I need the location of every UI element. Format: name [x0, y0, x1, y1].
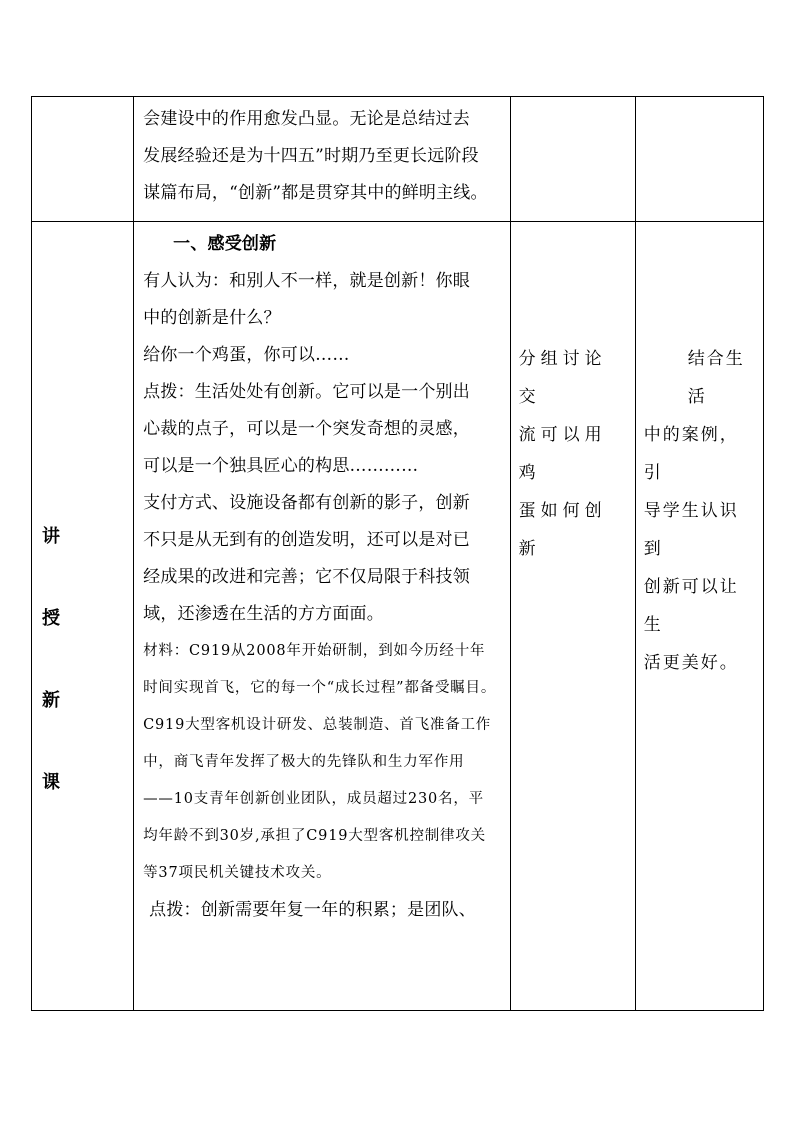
content-line: 支付方式、设施设备都有创新的影子，创新: [143, 493, 470, 513]
content-line: 点拨：生活处处有创新。它可以是一个别出: [143, 382, 470, 402]
content-line: 可以是一个独具匠心的构思…………: [143, 456, 419, 476]
stage-char: 课: [42, 772, 60, 793]
design-intent-cell: [635, 222, 763, 1011]
intent-line: 结合生活: [687, 349, 745, 407]
student-activity-cell: [510, 97, 635, 222]
content-line: 心裁的点子，可以是一个突发奇想的灵感，: [143, 419, 470, 439]
design-intent-cell: [635, 97, 763, 222]
activity-line: 蛋如何创新: [518, 501, 607, 559]
content-line: 有人认为：和别人不一样，就是创新！你眼: [143, 271, 470, 291]
intent-line: 导学生认识到: [643, 501, 739, 559]
material-line: 材料：C919从2008年开始研制，到如今历经十年: [143, 643, 486, 659]
material-line: C919大型客机设计研发、总装制造、首飞准备工作: [143, 717, 492, 733]
content-line: 会建设中的作用愈发凸显。无论是总结过去: [143, 109, 470, 129]
material-line: ——10支青年创新创业团队，成员超过230名，平: [143, 791, 484, 807]
stage-char: 新: [42, 690, 60, 711]
content-cell: [134, 97, 511, 222]
intent-line: 活更美好。: [643, 653, 739, 673]
intent-line: 创新可以让生: [643, 577, 739, 635]
intent-line: 中的案例，引: [643, 425, 739, 483]
student-activity-cell: [510, 222, 635, 1011]
table-row: [32, 222, 764, 1011]
material-line: 均年龄不到30岁,承担了C919大型客机控制律攻关: [143, 828, 486, 844]
section-heading: 一、感受创新: [173, 234, 277, 254]
activity-line: 分组讨论交: [518, 349, 607, 407]
material-line: 等37项民机关键技术攻关。: [143, 865, 332, 881]
material-line: 中，商飞青年发挥了极大的先锋队和生力军作用: [143, 754, 465, 770]
content-line: 谋篇布局，“创新”都是贯穿其中的鲜明主线。: [143, 183, 488, 203]
activity-line: 流可以用鸡: [518, 425, 607, 483]
content-line: 中的创新是什么？: [143, 308, 281, 328]
stage-cell: [32, 222, 134, 1011]
stage-char: 讲: [42, 526, 60, 547]
content-line: 不只是从无到有的创造发明，还可以是对已: [143, 530, 470, 550]
content-line: 点拨：创新需要年复一年的积累；是团队、: [149, 900, 476, 920]
content-cell: [134, 222, 511, 1011]
stage-char: 授: [42, 608, 60, 629]
content-line: 域，还渗透在生活的方方面面。: [143, 604, 384, 624]
material-line: 时间实现首飞，它的每一个“成长过程”都备受瞩目。: [143, 680, 497, 696]
lesson-plan-table: [31, 96, 764, 1011]
stage-cell: [32, 97, 134, 222]
table-row: [32, 97, 764, 222]
content-line: 发展经验还是为十四五”时期乃至更长远阶段: [143, 146, 479, 166]
content-line: 经成果的改进和完善；它不仅局限于科技领: [143, 567, 470, 587]
content-line: 给你一个鸡蛋，你可以……: [143, 345, 350, 365]
